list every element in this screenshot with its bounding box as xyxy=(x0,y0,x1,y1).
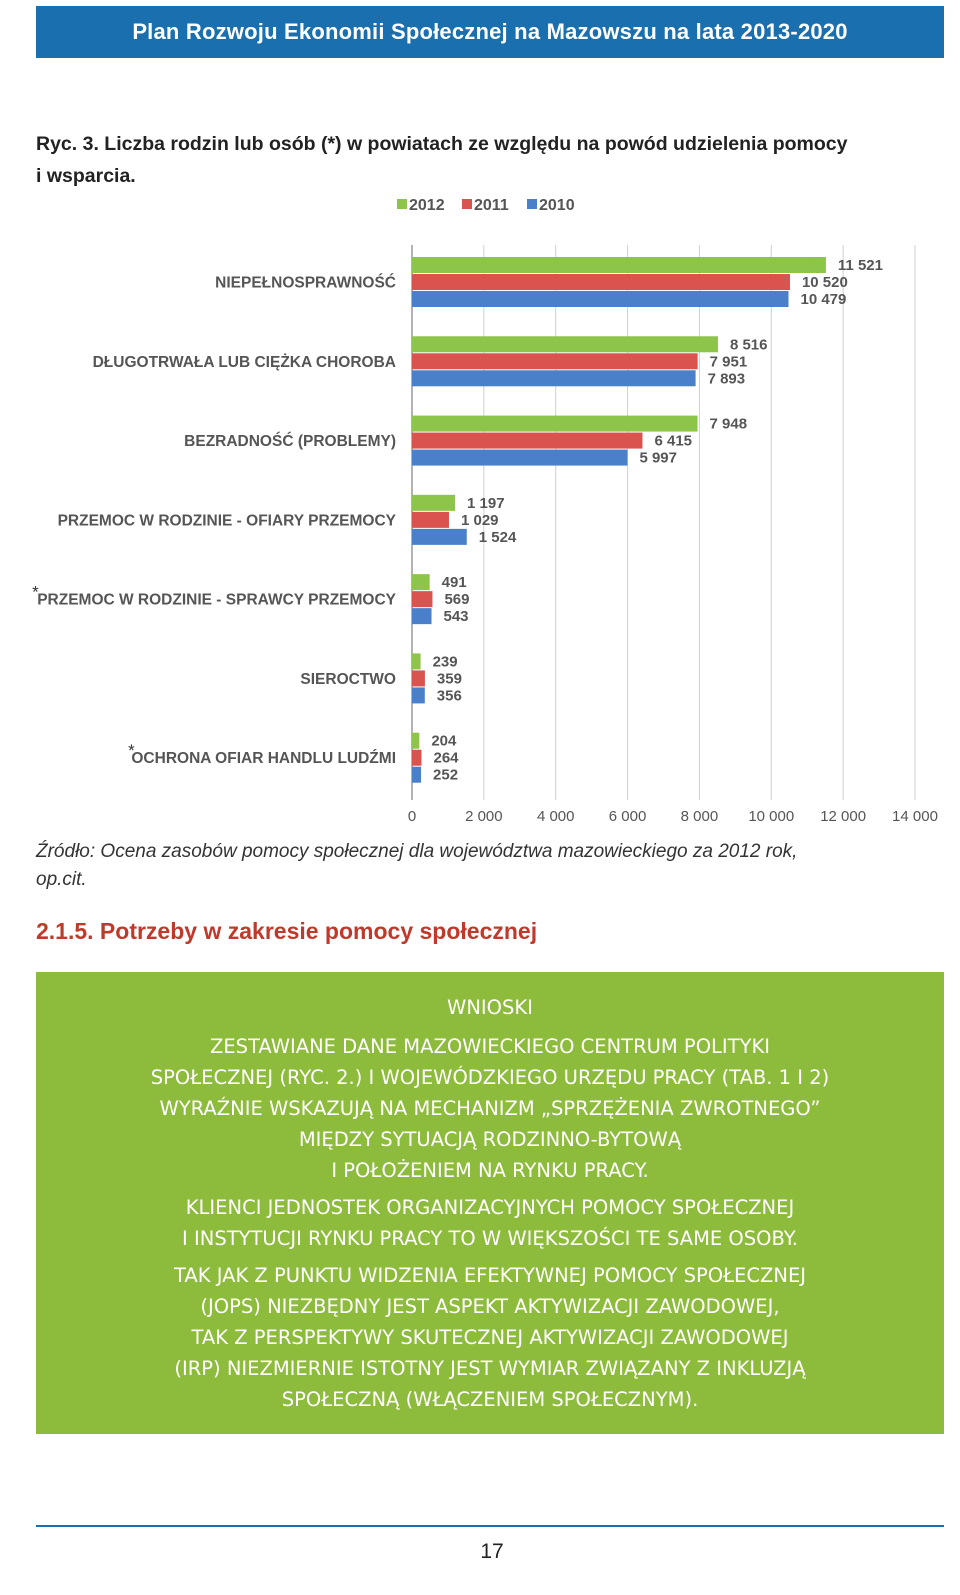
conclusions-line: I INSTYTUCJI RYNKU PRACY TO W WIĘKSZOŚCI TE SAME OSOBY. xyxy=(182,1227,798,1250)
conclusions-line: SPOŁECZNEJ (RYC. 2.) I WOJEWÓDZKIEGO URZĘDU PRACY (TAB. 1 I 2) xyxy=(150,1066,830,1089)
conclusions-paragraph-1 xyxy=(36,1031,944,1186)
conclusions-paragraph-3 xyxy=(36,1260,944,1415)
conclusions-line: ZESTAWIANE DANE MAZOWIECKIEGO CENTRUM POLITYKI xyxy=(209,1035,771,1058)
bar xyxy=(412,608,432,624)
bar xyxy=(412,291,788,307)
bar xyxy=(412,750,421,766)
figure-caption-line: Ryc. 3. Liczba rodzin lub osób (*) w powiatach ze względu na powód udzielenia pomocy xyxy=(36,133,848,155)
bar xyxy=(412,370,696,386)
category-label: PRZEMOC W RODZINIE - SPRAWCY PRZEMOCY xyxy=(37,591,396,609)
conclusions-paragraph-2 xyxy=(36,1192,944,1254)
data-label: 1 029 xyxy=(460,511,499,529)
data-label: 6 415 xyxy=(654,432,693,450)
conclusions-line: WYRAŹNIE WSKAZUJĄ NA MECHANIZM „SPRZĘŻENIA ZWROTNEGO” xyxy=(159,1097,821,1120)
legend-swatch xyxy=(527,199,537,209)
data-label: 543 xyxy=(443,608,469,626)
data-label: 491 xyxy=(441,574,467,592)
category-label: NIEPEŁNOSPRAWNOŚĆ xyxy=(215,274,396,292)
conclusions-title: WNIOSKI xyxy=(447,996,533,1019)
category-label: PRZEMOC W RODZINIE - OFIARY PRZEMOCY xyxy=(57,512,396,530)
x-tick-label: 0 xyxy=(407,808,417,825)
asterisk-marker: * xyxy=(128,741,135,761)
bar xyxy=(412,450,627,466)
conclusions-box xyxy=(36,972,944,1434)
conclusions-line: I POŁOŻENIEM NA RYNKU PRACY. xyxy=(331,1159,649,1182)
legend-swatch xyxy=(462,199,472,209)
data-label: 356 xyxy=(436,687,462,705)
data-label: 11 521 xyxy=(837,257,883,274)
legend-swatch xyxy=(397,199,407,209)
conclusions-line: MIĘDZY SYTUACJĄ RODZINNO-BYTOWĄ xyxy=(298,1128,682,1151)
source-line: Źródło: Ocena zasobów pomocy społecznej dla województwa mazowieckiego za 2012 rok, xyxy=(36,841,798,862)
data-label: 8 516 xyxy=(729,336,768,354)
conclusions-line: (JOPS) NIEZBĘDNY JEST ASPEKT AKTYWIZACJI ZAWODOWEJ, xyxy=(200,1295,780,1318)
conclusions-line: TAK JAK Z PUNKTU WIDZENIA EFEKTYWNEJ POMOCY SPOŁECZNEJ xyxy=(173,1264,807,1287)
data-label: 7 951 xyxy=(709,353,748,371)
data-label: 1 197 xyxy=(467,494,505,512)
bar xyxy=(412,529,467,545)
bar xyxy=(412,274,790,290)
legend-label: 2010 xyxy=(539,197,575,214)
bar xyxy=(412,653,421,669)
x-tick-label: 4 000 xyxy=(536,808,575,825)
figure-caption-line: i wsparcia. xyxy=(36,165,136,187)
legend-label: 2012 xyxy=(409,197,445,214)
figure-caption xyxy=(36,128,951,192)
source-line: op.cit. xyxy=(36,869,87,890)
page-number: 17 xyxy=(480,1540,504,1563)
bar xyxy=(412,433,642,449)
bar xyxy=(412,670,425,686)
conclusions-line: TAK Z PERSPEKTYWY SKUTECZNEJ AKTYWIZACJI ZAWODOWEJ xyxy=(191,1326,789,1349)
bar xyxy=(412,733,419,749)
bar xyxy=(412,257,826,273)
x-tick-label: 14 000 xyxy=(892,808,938,825)
conclusions-line: (IRP) NIEZMIERNIE ISTOTNY JEST WYMIAR ZWIĄZANY Z INKLUZJĄ xyxy=(174,1357,806,1380)
data-label: 5 997 xyxy=(639,449,678,467)
bar xyxy=(412,495,455,511)
bar xyxy=(412,353,698,369)
data-label: 204 xyxy=(431,732,457,750)
bar xyxy=(412,591,432,607)
data-label: 239 xyxy=(432,653,458,671)
category-label: SIEROCTWO xyxy=(300,670,396,688)
data-label: 7 948 xyxy=(709,415,748,433)
x-tick-label: 12 000 xyxy=(820,808,867,825)
data-label: 569 xyxy=(444,591,470,609)
category-label: DŁUGOTRWAŁA LUB CIĘŻKA CHOROBA xyxy=(92,353,396,371)
section-heading: 2.1.5. Potrzeby w zakresie pomocy społecznej xyxy=(36,918,538,944)
data-label: 10 520 xyxy=(801,274,848,291)
x-tick-label: 6 000 xyxy=(608,808,647,825)
data-label: 252 xyxy=(433,766,459,784)
bar xyxy=(412,687,425,703)
asterisk-marker: * xyxy=(32,582,39,602)
category-label: BEZRADNOŚĆ (PROBLEMY) xyxy=(184,433,396,451)
bar xyxy=(412,767,421,783)
x-tick-label: 2 000 xyxy=(465,808,503,825)
bar xyxy=(412,416,698,432)
data-label: 359 xyxy=(436,670,462,688)
conclusions-line: SPOŁECZNĄ (WŁĄCZENIEM SPOŁECZNYM). xyxy=(281,1388,699,1411)
bar xyxy=(412,574,430,590)
data-label: 10 479 xyxy=(800,291,847,308)
conclusions-line: KLIENCI JEDNOSTEK ORGANIZACYJNYCH POMOCY SPOŁECZNEJ xyxy=(185,1196,795,1219)
footer-divider xyxy=(36,1525,944,1527)
bar-chart xyxy=(0,190,960,830)
x-tick-label: 8 000 xyxy=(680,808,719,825)
data-label: 7 893 xyxy=(707,370,746,388)
bar xyxy=(412,512,449,528)
data-label: 264 xyxy=(433,749,459,767)
bar xyxy=(412,336,718,352)
category-label: OCHRONA OFIAR HANDLU LUDŹMI xyxy=(131,750,396,768)
header-bar xyxy=(36,6,944,58)
data-label: 1 524 xyxy=(478,528,517,546)
x-tick-label: 10 000 xyxy=(748,808,795,825)
figure-source xyxy=(36,838,951,894)
document-title: Plan Rozwoju Ekonomii Społecznej na Mazowszu na lata 2013-2020 xyxy=(132,19,848,44)
legend-label: 2011 xyxy=(474,197,509,214)
